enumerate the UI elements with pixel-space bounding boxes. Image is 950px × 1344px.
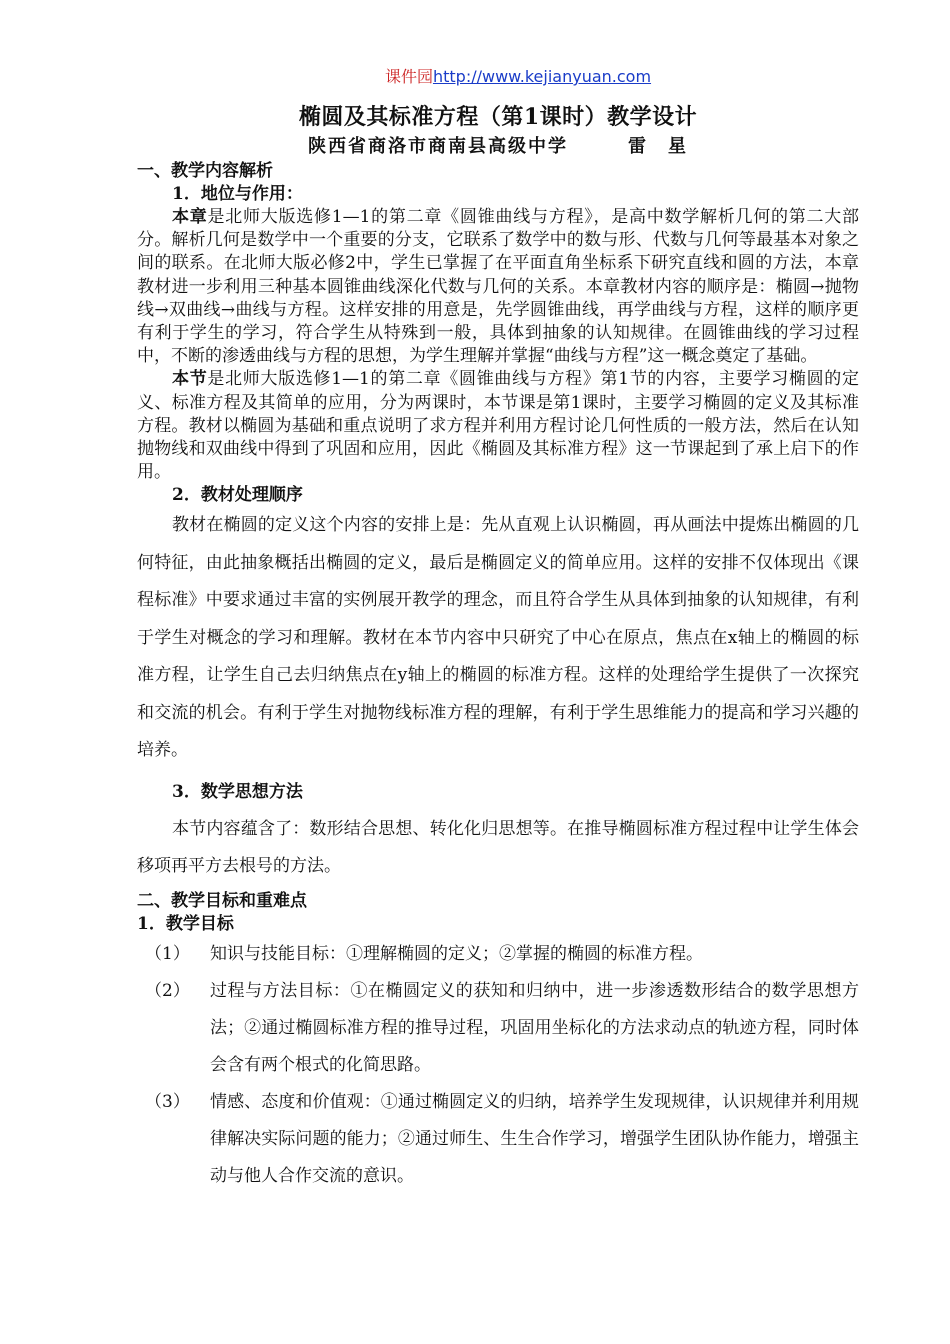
paragraph-section	[137, 368, 859, 484]
subheading-processing-order: 2．教材处理顺序	[172, 485, 303, 506]
document-page	[137, 66, 859, 1195]
author-school: 陕西省商洛市商南县高级中学	[308, 136, 568, 157]
list-text: 过程与方法目标：①在椭圆定义的获知和归纳中，进一步渗透数形结合的数学思想方法；②通过椭圆标准方程的推导过程，巩固用坐标化的方法求动点的轨迹方程，同时体会含有两个根式的化简思路。	[210, 980, 859, 1075]
list-item	[137, 936, 859, 973]
paragraph-lead: 本节	[172, 369, 208, 390]
list-text: 知识与技能目标：①理解椭圆的定义；②掌握的椭圆的标准方程。	[210, 943, 703, 964]
list-text: 情感、态度和价值观：①通过椭圆定义的归纳，培养学生发现规律，认识规律并利用规律解决实际问题的能力；②通过师生、生生合作学习，增强学生团队协作能力，增强主动与他人合作交流的意识。	[210, 1091, 859, 1186]
paragraph-processing-order: 教材在椭圆的定义这个内容的安排上是：先从直观上认识椭圆，再从画法中提炼出椭圆的几何特征，由此抽象概括出椭圆的定义，最后是椭圆定义的简单应用。这样的安排不仅体现出《课程标准》中要求通过丰富的实例展开教学的理念，而且符合学生从具体到抽象的认知规律，有利于学生对概念的学习和理解。教材在本节内容中只研究了中心在原点，焦点在x轴上的椭圆的标准方程，让学生自己去归纳焦点在y轴上的椭圆的标准方程。这样的处理给学生提供了一次探究和交流的机会。有利于学生对抛物线标准方程的理解，有利于学生思维能力的提高和学习兴趣的培养。	[137, 515, 859, 761]
section-heading-content-analysis: 一、教学内容解析	[137, 161, 273, 181]
paragraph-chapter	[137, 206, 859, 368]
section-heading-objectives: 二、教学目标和重难点	[137, 890, 307, 911]
paragraph-lead: 本章	[172, 207, 208, 227]
watermark-brand: 课件园	[384, 67, 433, 86]
watermark-link[interactable]: http://www.kejianyuan.com	[432, 67, 652, 86]
list-number: （3）	[145, 1091, 190, 1112]
subheading-teaching-goals: 1．教学目标	[137, 913, 234, 934]
paragraph-body: 是北师大版选修1—1的第二章《圆锥曲线与方程》第1节的内容，主要学习椭圆的定义、标准方程及其简单的应用，分为两课时，本节课是第1课时，主要学习椭圆的定义及其标准方程。教材以椭圆为基础和重点说明了求方程并利用方程讨论几何性质的一般方法，然后在认知抛物线和双曲线中得到了巩固和应用，因此《椭圆及其标准方程》这一节课起到了承上启下的作用。	[137, 369, 860, 483]
author-name: 雷 星	[628, 136, 688, 157]
subheading-role: 1．地位与作用：	[172, 184, 303, 204]
list-number: （1）	[145, 943, 190, 964]
author-line	[137, 134, 859, 160]
subheading-math-thinking: 3．数学思想方法	[172, 781, 303, 802]
paragraph-math-thinking: 本节内容蕴含了：数形结合思想、转化化归思想等。在推导椭圆标准方程过程中让学生体会移项再平方去根号的方法。	[137, 818, 859, 877]
list-item	[137, 1084, 859, 1195]
site-watermark	[177, 66, 859, 88]
list-number: （2）	[145, 980, 190, 1001]
paragraph-body: 是北师大版选修1—1的第二章《圆锥曲线与方程》，是高中数学解析几何的第二大部分。解析几何是数学中一个重要的分支，它联系了数学中的数与形、代数与几何等最基本对象之间的联系。在北师大版必修2中，学生已掌握了在平面直角坐标系下研究直线和圆的方法，本章教材进一步利用三种基本圆锥曲线深化代数与几何的关系。本章教材内容的顺序是：椭圆→抛物线→双曲线→曲线与方程。这样安排的用意是，先学圆锥曲线，再学曲线与方程，这样的顺序更有利于学生的学习，符合学生从特殊到一般，具体到抽象的认知规律。在圆锥曲线的学习过程中，不断的渗透曲线与方程的思想，为学生理解并掌握“曲线与方程”这一概念奠定了基础。	[137, 207, 859, 367]
list-item	[137, 973, 859, 1084]
document-title: 椭圆及其标准方程（第1课时）教学设计	[298, 104, 698, 130]
